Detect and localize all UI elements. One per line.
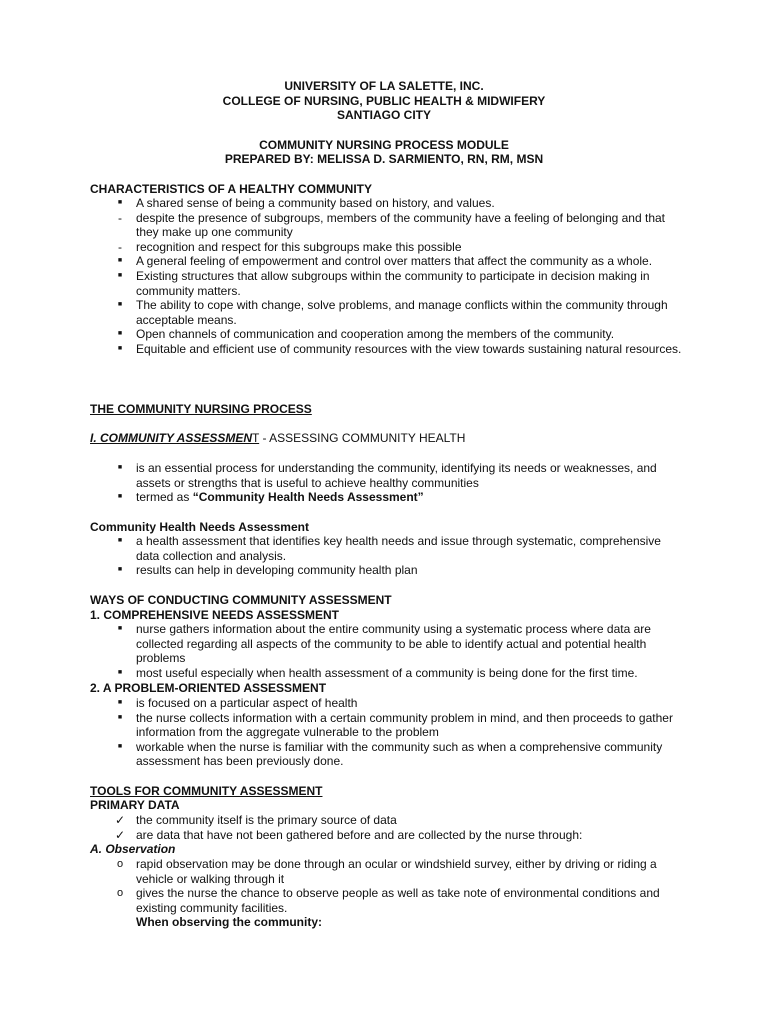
list-item: ■ results can help in developing community health plan (0, 563, 686, 578)
list-item: ■ Existing structures that allow subgroups within the community to participate in decision making in community matters. (0, 269, 686, 298)
problem-heading: 2. A PROBLEM-ORIENTED ASSESSMENT (90, 681, 327, 695)
observation-heading: A. Observation (90, 842, 176, 856)
characteristics-list (0, 196, 768, 357)
primary-data-heading: PRIMARY DATA (90, 798, 180, 812)
square-bullet-icon (112, 298, 128, 314)
observation-list (0, 857, 768, 930)
assessment-title: I. COMMUNITY ASSESSMENT - ASSESSING COMMUNITY HEALTH (90, 431, 466, 445)
list-item: ■ is an essential process for understanding the community, identifying its needs or weaknesses, and assets or strengths that is useful to achieve healthy communities (0, 461, 686, 490)
square-bullet-icon (112, 563, 128, 579)
list-item: ■ The ability to cope with change, solve problems, and manage conflicts within the community through acceptable means. (0, 298, 686, 327)
list-item: ✓ are data that have not been gathered before and are collected by the nurse through: (0, 828, 686, 843)
list-item: ■ a health assessment that identifies key health needs and issue through systematic, comprehensive data collection and analysis. (0, 534, 686, 563)
square-bullet-icon (112, 342, 128, 358)
square-bullet-icon (112, 622, 128, 638)
observing-label: When observing the community: (136, 915, 323, 930)
tools-heading: TOOLS FOR COMMUNITY ASSESSMENT (90, 784, 323, 798)
list-item: ■ Open channels of communication and cooperation among the members of the community. (0, 327, 686, 342)
square-bullet-icon (112, 666, 128, 682)
list-item: ■ workable when the nurse is familiar with the community such as when a comprehensive community assessment has been previously done. (0, 740, 686, 769)
list-item: - recognition and respect for this subgroups make this possible (0, 240, 686, 255)
chna-heading: Community Health Needs Assessment (90, 520, 309, 534)
college-name: COLLEGE OF NURSING, PUBLIC HEALTH & MIDWIFERY (222, 94, 546, 108)
ways-heading: WAYS OF CONDUCTING COMMUNITY ASSESSMENT (90, 593, 392, 607)
square-bullet-icon (112, 740, 128, 756)
list-item: ■ is focused on a particular aspect of health (0, 696, 686, 711)
list-item: ■ nurse gathers information about the entire community using a systematic process where data are collected regarding all aspects of the community to be able to identify actual and potential health problems (0, 622, 686, 666)
comprehensive-list (0, 622, 768, 680)
assessment-list (0, 461, 768, 505)
list-item: ✓ the community itself is the primary source of data (0, 813, 686, 828)
square-bullet-icon (112, 327, 128, 343)
list-item: ■ the nurse collects information with a certain community problem in mind, and then proceeds to gather information from the aggregate vulnerable to the problem (0, 711, 686, 740)
list-item: ■ A general feeling of empowerment and control over matters that affect the community as a whole. (0, 254, 686, 269)
list-item: ■ termed as “Community Health Needs Assessment” (0, 490, 686, 505)
square-bullet-icon (112, 254, 128, 270)
list-item: o rapid observation may be done through an ocular or windshield survey, either by driving or riding a vehicle or walking through it (0, 857, 686, 886)
list-item: ■ Equitable and efficient use of community resources with the view towards sustaining natural resources. (0, 342, 686, 357)
circle-bullet-icon (112, 886, 128, 902)
square-bullet-icon (112, 696, 128, 712)
list-item: - despite the presence of subgroups, members of the community have a feeling of belonging and that they make up one community (0, 211, 686, 240)
list-item: ■ A shared sense of being a community based on history, and values. (0, 196, 686, 211)
module-title: COMMUNITY NURSING PROCESS MODULE (259, 138, 509, 152)
list-item: o gives the nurse the chance to observe people as well as take note of environmental conditions and existing community facilities. (0, 886, 686, 915)
chna-list (0, 534, 768, 578)
square-bullet-icon (112, 711, 128, 727)
prepared-by: PREPARED BY: MELISSA D. SARMIENTO, RN, RM, MSN (224, 152, 544, 166)
square-bullet-icon (112, 269, 128, 285)
city-name: SANTIAGO CITY (336, 108, 431, 122)
primary-data-list (0, 813, 768, 842)
square-bullet-icon (112, 490, 128, 506)
university-name: UNIVERSITY OF LA SALETTE, INC. (284, 79, 484, 93)
characteristics-heading: CHARACTERISTICS OF A HEALTHY COMMUNITY (90, 182, 372, 196)
dash-bullet-icon (112, 211, 128, 228)
circle-bullet-icon (112, 857, 128, 873)
square-bullet-icon (112, 196, 128, 212)
process-heading: THE COMMUNITY NURSING PROCESS (90, 402, 312, 416)
list-item: ■ most useful especially when health assessment of a community is being done for the first time. (0, 666, 686, 681)
comprehensive-heading: 1. COMPREHENSIVE NEEDS ASSESSMENT (90, 608, 339, 622)
square-bullet-icon (112, 461, 128, 477)
square-bullet-icon (112, 534, 128, 550)
problem-list (0, 696, 768, 769)
